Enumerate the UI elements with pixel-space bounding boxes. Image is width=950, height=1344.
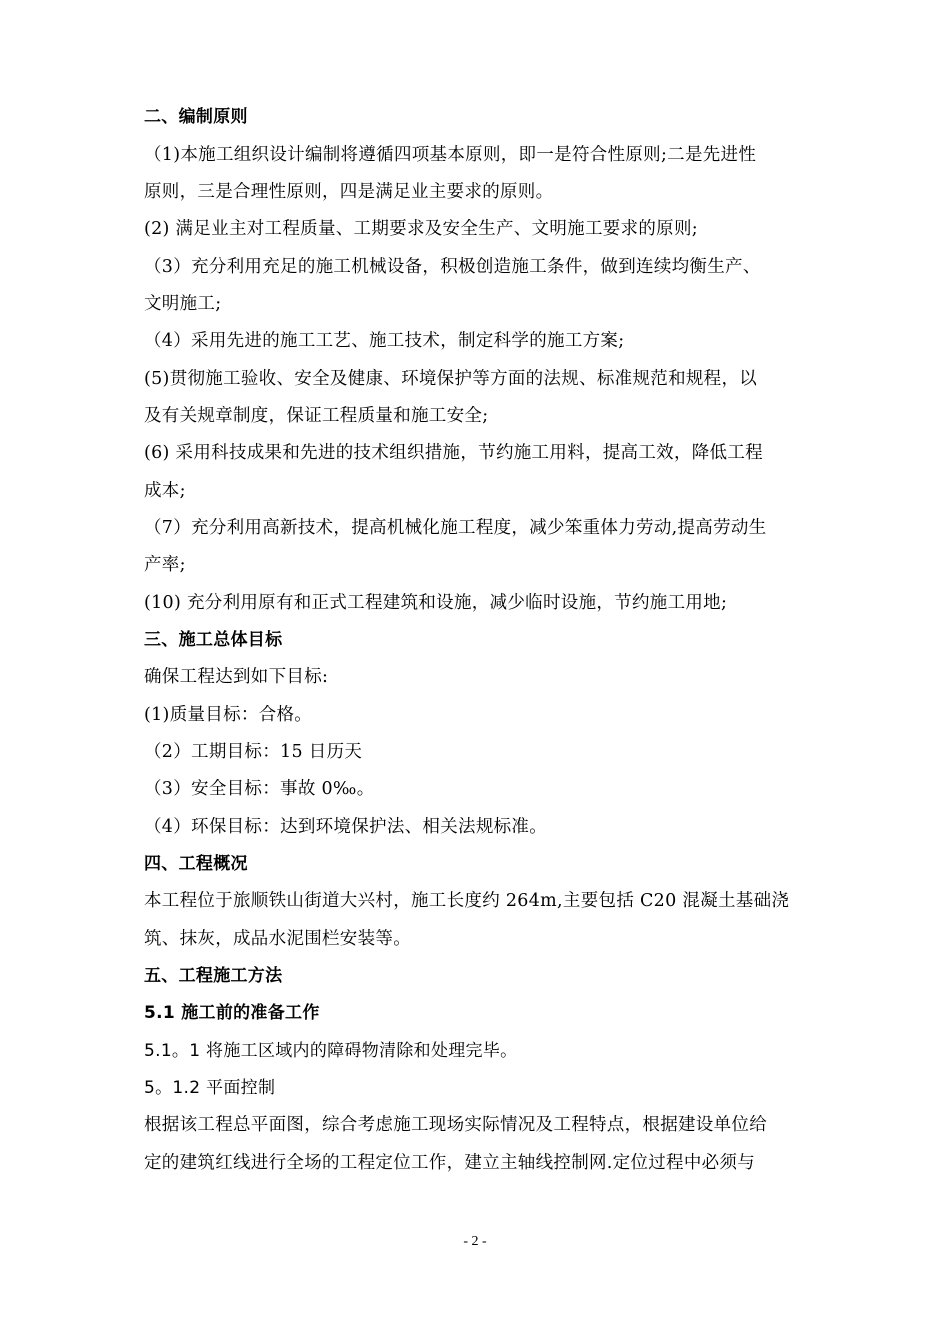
text-line: 原则，三是合理性原则，四是满足业主要求的原则。: [144, 182, 554, 202]
text-line: 文明施工;: [144, 294, 222, 314]
text-line: （7）充分利用高新技术，提高机械化施工程度，减少笨重体力劳动,提高劳动生: [144, 518, 767, 538]
section-heading-goals: 三、施工总体目标: [144, 630, 283, 650]
text-line: 定的建筑红线进行全场的工程定位工作，建立主轴线控制网.定位过程中必须与: [144, 1153, 756, 1173]
text-line: 产率;: [144, 555, 186, 575]
text-line: 及有关规章制度，保证工程质量和施工安全;: [144, 406, 489, 426]
text-line: （3）安全目标：事故 0‰。: [144, 779, 375, 799]
text-line: (6) 采用科技成果和先进的技术组织措施，节约施工用料，提高工效，降低工程: [144, 443, 763, 463]
text-line: 5.1。1 将施工区域内的障碍物清除和处理完毕。: [144, 1041, 518, 1061]
text-line: 5。1.2 平面控制: [144, 1078, 276, 1098]
text-line: 根据该工程总平面图，综合考虑施工现场实际情况及工程特点，根据建设单位给: [144, 1115, 767, 1135]
text-line: 确保工程达到如下目标:: [144, 667, 329, 687]
text-line: 本工程位于旅顺铁山街道大兴村，施工长度约 264m,主要包括 C20 混凝土基础浇: [144, 891, 790, 911]
section-heading-principles: 二、编制原则: [144, 107, 248, 127]
text-line: （3）充分利用充足的施工机械设备，积极创造施工条件，做到连续均衡生产、: [144, 257, 761, 277]
page-number: - 2 -: [463, 1234, 487, 1249]
text-line: （4）环保目标：达到环境保护法、相关法规标准。: [144, 817, 548, 837]
text-line: （1)本施工组织设计编制将遵循四项基本原则，即一是符合性原则;二是先进性: [144, 145, 757, 165]
text-line: (10) 充分利用原有和正式工程建筑和设施，减少临时设施，节约施工用地;: [144, 593, 728, 613]
text-line: (2) 满足业主对工程质量、工期要求及安全生产、文明施工要求的原则;: [144, 219, 698, 239]
text-line: (1)质量目标：合格。: [144, 705, 313, 725]
text-line: (5)贯彻施工验收、安全及健康、环境保护等方面的法规、标准规范和规程，以: [144, 369, 758, 389]
text-line: （2）工期目标：15 日历天: [144, 742, 363, 762]
text-line: 成本;: [144, 481, 186, 501]
subsection-heading: 5.1 施工前的准备工作: [144, 1003, 320, 1023]
text-line: 筑、抹灰，成品水泥围栏安装等。: [144, 929, 411, 949]
text-line: （4）采用先进的施工工艺、施工技术，制定科学的施工方案;: [144, 331, 625, 351]
section-heading-overview: 四、工程概况: [144, 854, 248, 874]
section-heading-methods: 五、工程施工方法: [144, 966, 283, 986]
